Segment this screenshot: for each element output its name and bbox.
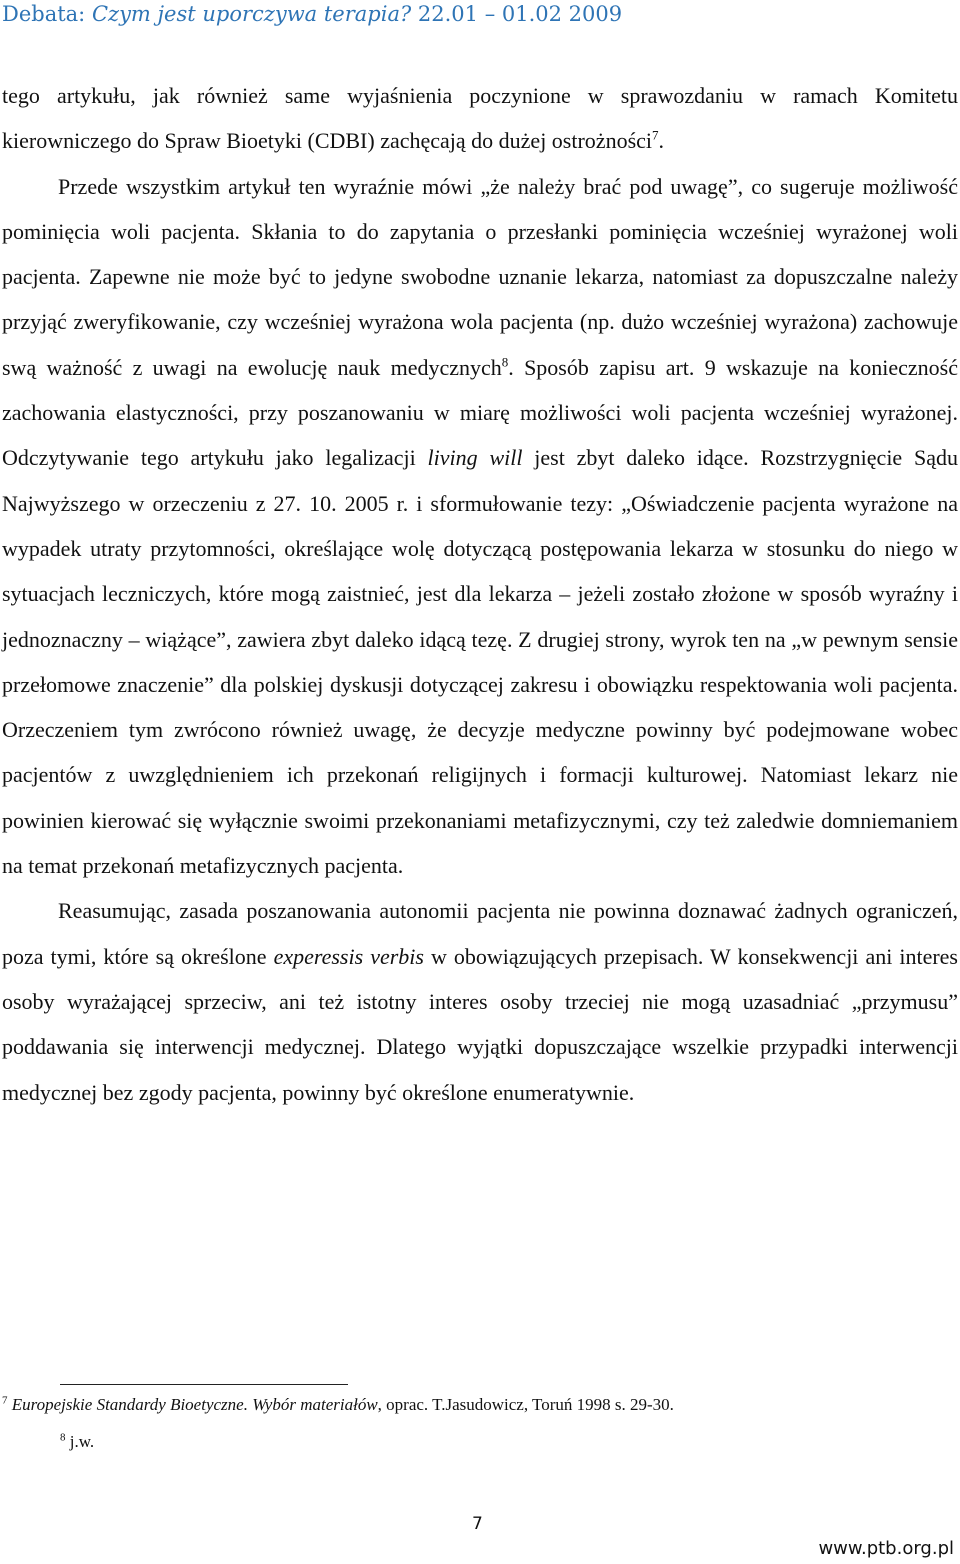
header-debate-topic: Czym jest uporczywa terapia? [91,2,412,26]
page-number: 7 [472,1514,483,1534]
header-title: Debata: [2,2,92,26]
footnote-7 [2,1395,674,1415]
body-text [2,73,958,1115]
footnote-ref-7[interactable]: 7 [652,127,659,143]
paragraph-1-text-e: jest zbyt daleko idące. Rozstrzygnięcie Sądu Najwyższego w orzeczeniu z 27. 10. 2005 r. i sformułowanie tezy: „Oświadczenie pacjenta wyrażone na wypadek utraty przytomności, określające wolę dotyczącą postępowania lekarza w stosunku do niego w sytuacjach leczniczych, które mogą zaistnieć, jest dla lekarza – jeżeli zostało złożone w sposób wyraźny i jednoznaczny – wiążące”, zawiera zbyt daleko idącą tezę. Z drugiej strony, wyrok ten na „w pewnym sensie przełomowe znaczenie” dla polskiej dyskusji dotyczącej zakresu i obowiązku respektowania woli pacjenta. Orzeczeniem tym zwrócono również uwagę, że decyzje medyczne powinny być podejmowane wobec pacjentów z uwzględnieniem ich przekonań religijnych i formacji kulturowej. Natomiast lekarz nie powinien kierować się wyłącznie swoimi przekonaniami metafizycznymi, czy też zaledwie domniemaniem na temat przekonań metafizycznych pacjenta. [2,445,958,879]
paragraph-2-text-a: Reasumując, zasada poszanowania autonomii pacjenta nie powinna doznawać żadnych ograniczeń, poza tymi, które są określone [2,898,958,969]
footnote-ref-8[interactable]: 8 [501,354,509,370]
footnote-7-title: Europejskie Standardy Bioetyczne. Wybór materiałów [11,1395,378,1414]
paragraph-1-text-c: Przede wszystkim artykuł ten wyraźnie mówi „że należy brać pod uwagę”, co sugeruje możliwość pominięcia woli pacjenta. Skłania to do zapytania o przesłanki pominięcia wcześniej wyrażonej woli pacjenta. Zapewne nie może być to jedyne swobodne uznanie lekarza, natomiast za dopuszczalne należy przyjąć zweryfikowanie, czy wcześniej wyrażona wola pacjenta (np. dużo wcześniej wyrażona) zachowuje swą ważność z uwagi na ewolucję nauk medycznych [2,173,958,380]
paragraph-1 [2,73,958,888]
paragraph-2 [2,888,958,1114]
footnote-7-number: 7 [2,1394,8,1407]
term-living-will: living will [427,445,523,471]
running-header [2,2,622,26]
footnote-separator [60,1384,348,1385]
paragraph-1-text-a: tego artykułu, jak również same wyjaśnienia poczynione w sprawozdaniu w ramach Komitetu kierowniczego do Spraw Bioetyki (CDBI) zachęcają do dużej ostrożności [2,83,958,154]
footnote-7-text: , oprac. T.Jasudowicz, Toruń 1998 s. 29-30. [377,1395,674,1414]
paragraph-1-text-b: . [658,128,665,154]
site-url[interactable]: www.ptb.org.pl [818,1538,954,1559]
footnote-8 [60,1432,94,1452]
footnote-8-text: j.w. [65,1432,95,1451]
footnote-8-number: 8 [60,1431,66,1444]
term-experessis-verbis: experessis verbis [273,943,424,969]
paragraph-2-text-b: w obowiązujących przepisach. W konsekwencji ani interes osoby wyrażającej sprzeciw, ani też istotny interes osoby trzeciej nie mogą uzasadniać „przymusu” poddawania się interwencji medycznej. Dlatego wyjątki dopuszczające wszelkie przypadki interwencji medycznej bez zgody pacjenta, powinny być określone enumeratywnie. [2,943,958,1105]
header-dates: 22.01 – 01.02 2009 [411,2,623,26]
paragraph-1-text-d: . Sposób zapisu art. 9 wskazuje na konieczność zachowania elastyczności, przy poszanowaniu w miarę możliwości woli pacjenta wcześniej wyrażonej. Odczytywanie tego artykułu jako legalizacji [2,354,958,471]
